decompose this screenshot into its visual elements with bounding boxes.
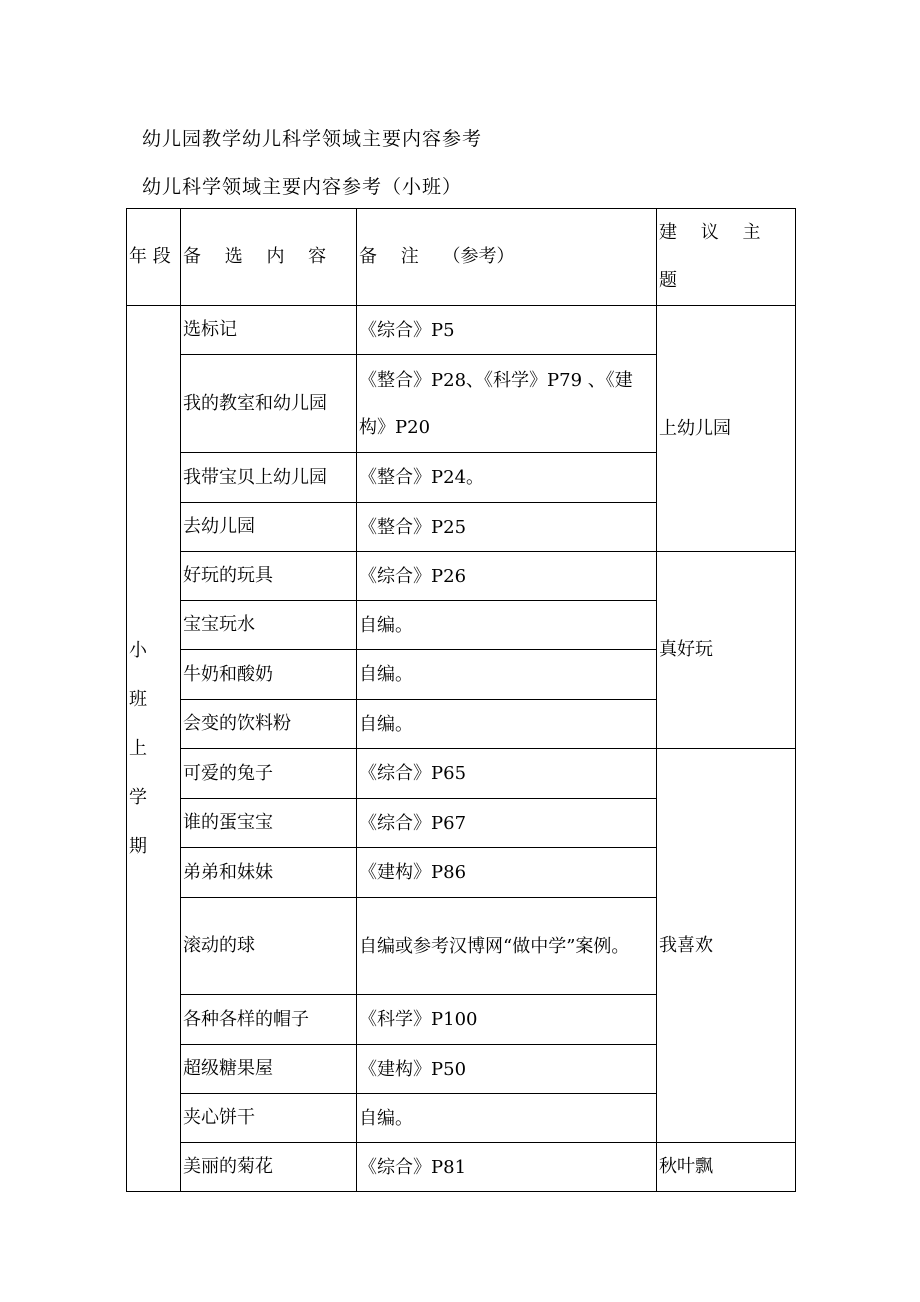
grade-cell xyxy=(127,306,181,1192)
table-row xyxy=(127,552,796,601)
content-cell: 可爱的兔子 xyxy=(181,749,357,799)
grade-char: 上 xyxy=(129,738,147,759)
content-cell: 各种各样的帽子 xyxy=(181,995,357,1045)
content-cell: 滚动的球 xyxy=(181,898,357,995)
content-cell: 去幼儿园 xyxy=(181,503,357,552)
table-row xyxy=(127,306,796,355)
note-cell: 《建构》P86 xyxy=(357,848,657,898)
note-cell: 自编或参考汉博网“做中学”案例。 xyxy=(357,898,657,995)
content-cell: 我的教室和幼儿园 xyxy=(181,355,357,453)
table-row xyxy=(127,749,796,799)
content-cell: 牛奶和酸奶 xyxy=(181,650,357,700)
header-note: 备 注 （参考） xyxy=(357,209,657,306)
grade-char: 期 xyxy=(129,836,147,857)
theme-cell: 真好玩 xyxy=(657,552,796,749)
note-cell: 自编。 xyxy=(357,650,657,700)
table-row xyxy=(127,1143,796,1192)
theme-cell: 我喜欢 xyxy=(657,749,796,1143)
content-cell: 谁的蛋宝宝 xyxy=(181,799,357,848)
content-cell: 我带宝贝上幼儿园 xyxy=(181,453,357,503)
header-grade: 年 段 xyxy=(127,209,181,306)
document-title: 幼儿园教学幼儿科学领域主要内容参考 xyxy=(142,128,483,150)
note-cell: 《科学》P100 xyxy=(357,995,657,1045)
note-cell: 自编。 xyxy=(357,601,657,650)
content-cell: 美丽的菊花 xyxy=(181,1143,357,1192)
note-cell: 《建构》P50 xyxy=(357,1045,657,1094)
note-cell: 自编。 xyxy=(357,1094,657,1143)
note-cell: 《综合》P65 xyxy=(357,749,657,799)
content-cell: 选标记 xyxy=(181,306,357,355)
content-cell: 夹心饼干 xyxy=(181,1094,357,1143)
content-cell: 好玩的玩具 xyxy=(181,552,357,601)
grade-char: 小 xyxy=(129,640,147,661)
note-cell: 《整合》P25 xyxy=(357,503,657,552)
header-theme: 建 议 主 题 xyxy=(657,209,796,306)
content-cell: 宝宝玩水 xyxy=(181,601,357,650)
grade-char: 学 xyxy=(129,787,147,808)
theme-cell: 上幼儿园 xyxy=(657,306,796,552)
grade-char: 班 xyxy=(129,689,147,710)
table-header-row xyxy=(127,209,796,306)
content-table xyxy=(126,208,796,1192)
header-content: 备 选 内 容 xyxy=(181,209,357,306)
note-cell: 《综合》P5 xyxy=(357,306,657,355)
theme-cell: 秋叶飘 xyxy=(657,1143,796,1192)
note-cell: 《综合》P81 xyxy=(357,1143,657,1192)
document-subtitle: 幼儿科学领域主要内容参考（小班） xyxy=(142,176,463,198)
note-cell: 《综合》P26 xyxy=(357,552,657,601)
note-cell: 《整合》P28、《科学》P79 、《建构》P20 xyxy=(357,355,657,453)
note-cell: 《综合》P67 xyxy=(357,799,657,848)
content-cell: 超级糖果屋 xyxy=(181,1045,357,1094)
note-cell: 自编。 xyxy=(357,700,657,749)
content-cell: 会变的饮料粉 xyxy=(181,700,357,749)
content-cell: 弟弟和妹妹 xyxy=(181,848,357,898)
note-cell: 《整合》P24。 xyxy=(357,453,657,503)
